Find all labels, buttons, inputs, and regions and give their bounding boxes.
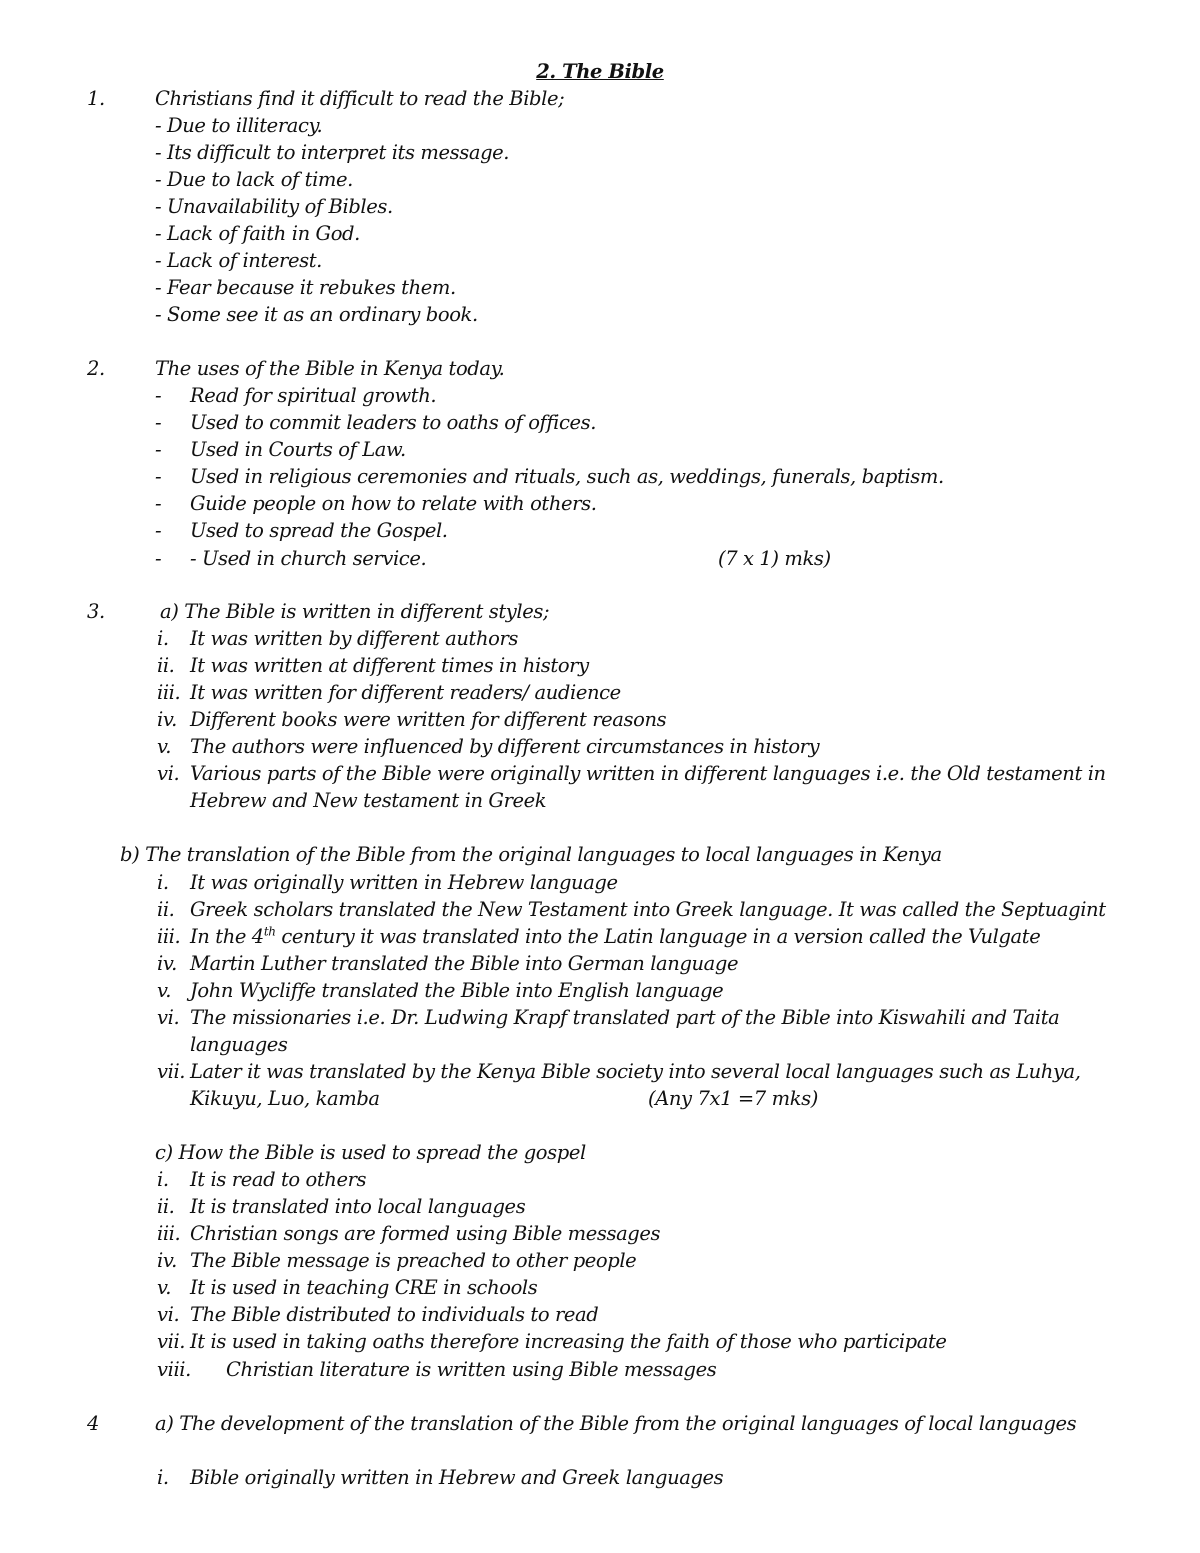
list-item: - Its difficult to interpret its message. xyxy=(155,141,510,164)
list-numeral: ii. xyxy=(157,654,175,677)
list-item: - Due to illiteracy. xyxy=(155,114,323,137)
marks-allocation: (7 x 1) mks) xyxy=(718,547,831,570)
bullet: - xyxy=(155,492,162,515)
list-numeral: iii. xyxy=(157,925,181,948)
list-item: Used to spread the Gospel. xyxy=(190,519,448,542)
list-numeral: iv. xyxy=(157,708,177,731)
question-part-b-stem: b) The translation of the Bible from the original languages to local languages in Kenya xyxy=(120,843,942,866)
list-item: It is used in taking oaths therefore increasing the faith of those who participate xyxy=(190,1330,947,1353)
list-numeral: i. xyxy=(157,1466,169,1489)
list-numeral: i. xyxy=(157,871,169,894)
list-item: It was originally written in Hebrew language xyxy=(190,871,618,894)
list-numeral: vi. xyxy=(157,1006,180,1029)
list-numeral: vi. xyxy=(157,1303,180,1326)
list-item: - Lack of interest. xyxy=(155,249,322,272)
bullet: - xyxy=(155,465,162,488)
list-item: Christian songs are formed using Bible messages xyxy=(190,1222,661,1245)
list-item: Martin Luther translated the Bible into German language xyxy=(190,952,739,975)
question-stem: a) The development of the translation of the Bible from the original languages of local languages xyxy=(155,1412,1077,1435)
list-item: It is read to others xyxy=(190,1168,367,1191)
list-item: It is translated into local languages xyxy=(190,1195,526,1218)
list-item: - Fear because it rebukes them. xyxy=(155,276,456,299)
marks-allocation: (Any 7x1 =7 mks) xyxy=(648,1087,818,1110)
list-numeral: vi. xyxy=(157,762,180,785)
list-numeral: iii. xyxy=(157,681,181,704)
list-numeral: ii. xyxy=(157,898,175,921)
list-item: It was written by different authors xyxy=(190,627,518,650)
text: In the 4 xyxy=(190,925,264,948)
list-item: The Bible distributed to individuals to read xyxy=(190,1303,599,1326)
list-numeral: v. xyxy=(157,1276,172,1299)
list-item: The authors were influenced by different circumstances in history xyxy=(190,735,820,758)
list-item: Bible originally written in Hebrew and Greek languages xyxy=(190,1466,724,1489)
list-item: Different books were written for different reasons xyxy=(190,708,667,731)
question-part-c-stem: c) How the Bible is used to spread the gospel xyxy=(155,1141,586,1164)
list-item: - Lack of faith in God. xyxy=(155,222,360,245)
list-numeral: v. xyxy=(157,979,172,1002)
list-numeral: iv. xyxy=(157,1249,177,1272)
question-number: 1. xyxy=(87,87,105,110)
list-item: - Used in church service. xyxy=(190,547,427,570)
list-item xyxy=(190,923,1040,950)
list-item: - Unavailability of Bibles. xyxy=(155,195,393,218)
bullet: - xyxy=(155,384,162,407)
list-item: Used in Courts of Law. xyxy=(190,438,406,461)
superscript: th xyxy=(263,924,276,939)
list-item: Later it was translated by the Kenya Bible society into several local languages such as Luhya, xyxy=(190,1060,1081,1083)
list-item: - Due to lack of time. xyxy=(155,168,353,191)
list-item: Christian literature is written using Bible messages xyxy=(226,1358,717,1381)
list-item: Used to commit leaders to oaths of offices. xyxy=(190,411,597,434)
question-stem: Christians find it difficult to read the Bible; xyxy=(155,87,565,110)
list-item: Various parts of the Bible were originally written in different languages i.e. the Old testament in xyxy=(190,762,1106,785)
list-numeral: iv. xyxy=(157,952,177,975)
list-item: Guide people on how to relate with others. xyxy=(190,492,597,515)
list-item: The missionaries i.e. Dr. Ludwing Krapf translated part of the Bible into Kiswahili and Taita xyxy=(190,1006,1060,1029)
list-numeral: vii. xyxy=(157,1060,186,1083)
question-stem: The uses of the Bible in Kenya today. xyxy=(155,357,505,380)
question-part-a-stem: a) The Bible is written in different styles; xyxy=(160,600,550,623)
bullet: - xyxy=(155,411,162,434)
question-number: 4 xyxy=(87,1412,100,1435)
list-numeral: viii. xyxy=(157,1358,191,1381)
list-item-continuation: Hebrew and New testament in Greek xyxy=(190,789,547,812)
list-numeral: v. xyxy=(157,735,172,758)
list-item: The Bible message is preached to other people xyxy=(190,1249,637,1272)
page-title: 2. The Bible xyxy=(536,60,664,83)
question-number: 2. xyxy=(87,357,105,380)
bullet: - xyxy=(155,519,162,542)
list-item: Read for spiritual growth. xyxy=(190,384,437,407)
list-item: - Some see it as an ordinary book. xyxy=(155,303,478,326)
list-item-continuation: languages xyxy=(190,1033,288,1056)
list-item-continuation: Kikuyu, Luo, kamba xyxy=(190,1087,380,1110)
text: century it was translated into the Latin language in a version called the Vulgate xyxy=(275,925,1041,948)
list-numeral: i. xyxy=(157,1168,169,1191)
question-number: 3. xyxy=(87,600,105,623)
list-item: John Wycliffe translated the Bible into English language xyxy=(190,979,724,1002)
list-item: It was written at different times in history xyxy=(190,654,589,677)
list-numeral: iii. xyxy=(157,1222,181,1245)
list-numeral: vii. xyxy=(157,1330,186,1353)
list-item: Greek scholars translated the New Testament into Greek language. It was called the Septuagint xyxy=(190,898,1106,921)
list-item: It was written for different readers/ audience xyxy=(190,681,621,704)
list-item: It is used in teaching CRE in schools xyxy=(190,1276,538,1299)
bullet: - xyxy=(155,438,162,461)
bullet: - xyxy=(155,547,162,570)
list-item: Used in religious ceremonies and rituals, such as, weddings, funerals, baptism. xyxy=(190,465,944,488)
list-numeral: ii. xyxy=(157,1195,175,1218)
list-numeral: i. xyxy=(157,627,169,650)
